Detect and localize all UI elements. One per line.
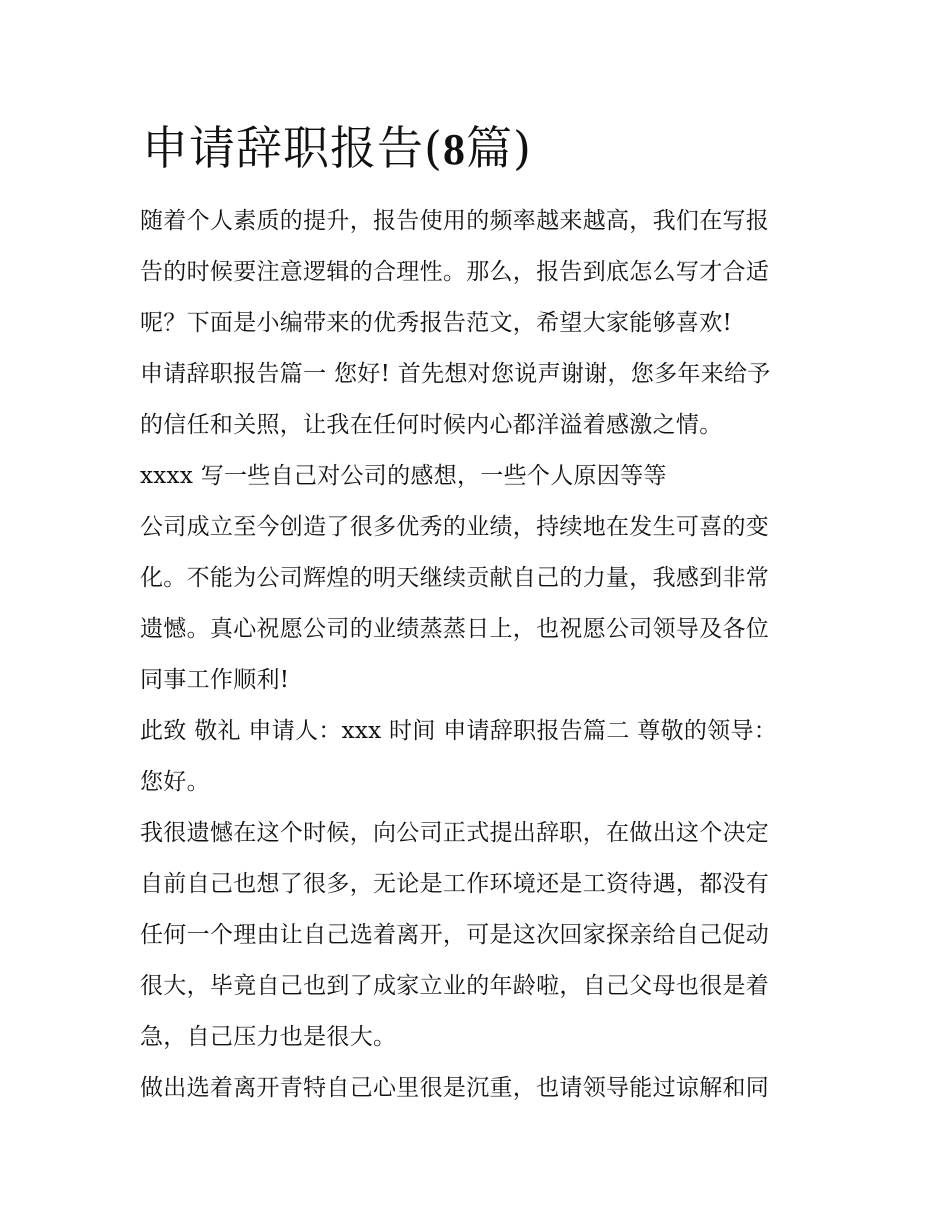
body-line: 任何一个理由让自己选着离开，可是这次回家探亲给自己促动 — [140, 922, 770, 948]
body-line: 告的时候要注意逻辑的合理性。那么，报告到底怎么写才合适 — [140, 259, 770, 285]
body-line: 急，自己压力也是很大。 — [140, 1024, 397, 1050]
body-line: 做出选着离开青特自己心里很是沉重，也请领导能过谅解和同 — [140, 1075, 770, 1101]
body-line: 呢？下面是小编带来的优秀报告范文，希望大家能够喜欢! — [140, 310, 733, 336]
body-line: 随着个人素质的提升，报告使用的频率越来越高，我们在写报 — [140, 208, 770, 234]
body-line: 您好。 — [140, 769, 210, 795]
body-line: 自前自己也想了很多，无论是工作环境还是工资待遇，都没有 — [140, 871, 770, 897]
body-line: 公司成立至今创造了很多优秀的业绩，持续地在发生可喜的变 — [140, 514, 770, 540]
body-line: 申请辞职报告篇一 您好! 首先想对您说声谢谢，您多年来给予 — [140, 361, 771, 387]
title-prefix: 申请辞职报告( — [142, 121, 443, 175]
body-line: 化。不能为公司辉煌的明天继续贡献自己的力量，我感到非常 — [140, 565, 770, 591]
document-body — [140, 196, 820, 1114]
title-suffix: 篇) — [465, 121, 532, 175]
body-line: xxxx 写一些自己对公司的感想，一些个人原因等等 — [140, 463, 667, 489]
body-line: 遗憾。真心祝愿公司的业绩蒸蒸日上，也祝愿公司领导及各位 — [140, 616, 770, 642]
title-number: 8 — [442, 125, 466, 174]
body-line: 我很遗憾在这个时候，向公司正式提出辞职，在做出这个决定 — [140, 820, 770, 846]
body-line: 很大，毕竟自己也到了成家立业的年龄啦，自己父母也很是着 — [140, 973, 770, 999]
body-line: 同事工作顺利! — [140, 667, 290, 693]
body-line: 的信任和关照，让我在任何时候内心都洋溢着感激之情。 — [140, 412, 723, 438]
document-title — [142, 118, 532, 180]
body-line: 此致 敬礼 申请人：xxx 时间 申请辞职报告篇二 尊敬的领导： — [140, 718, 778, 744]
